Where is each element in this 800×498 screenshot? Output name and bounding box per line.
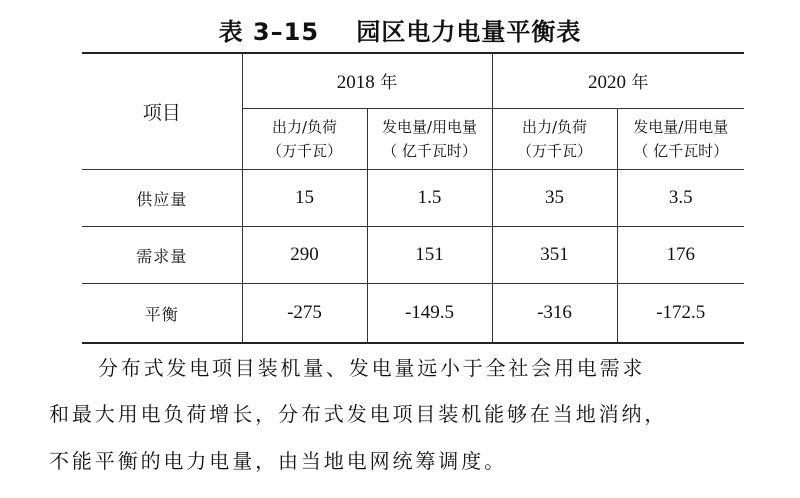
year-header-2018: [242, 53, 492, 109]
subheader-line1: 发电量/用电量: [633, 118, 729, 136]
year-2020-label: 2020: [588, 72, 627, 93]
row-label-demand: 需求量: [82, 227, 242, 284]
table-cell: 35: [492, 170, 617, 227]
body-paragraph-line-3: 不能平衡的电力电量，由当地电网统筹调度。: [49, 449, 507, 473]
table-cell: 3.5: [617, 170, 744, 227]
body-paragraph-line-1: 分布式发电项目装机量、发电量远小于全社会用电需求: [98, 356, 646, 380]
subheader-generation-consumption-2020: [617, 109, 744, 170]
table-cell: -275: [242, 284, 367, 344]
table-cell: 351: [492, 227, 617, 284]
table-cell: -316: [492, 284, 617, 344]
table-row-demand: [82, 227, 744, 284]
table-cell: 1.5: [367, 170, 492, 227]
year-2018-suffix: 年: [374, 73, 398, 93]
year-header-2020: [492, 53, 744, 109]
subheader-output-load-2020: [492, 109, 617, 170]
table-title: 表 3–15 园区电力电量平衡表: [218, 18, 582, 46]
body-paragraph-line-2: 和最大用电负荷增长，分布式发电项目装机能够在当地消纳，: [49, 402, 668, 426]
row-label-supply: 供应量: [82, 170, 242, 227]
subheader-line2: （万千瓦）: [266, 142, 342, 160]
subheader-output-load-2018: [242, 109, 367, 170]
subheader-line1: 出力/负荷: [521, 118, 588, 136]
subheader-generation-consumption-2018: [367, 109, 492, 170]
year-2020-suffix: 年: [626, 73, 649, 93]
table-cell: -149.5: [367, 284, 492, 344]
subheader-line2: （万千瓦）: [516, 142, 592, 160]
table-cell: 15: [242, 170, 367, 227]
row-label-balance: 平衡: [82, 284, 242, 344]
table-row-supply: [82, 170, 744, 227]
subheader-line2: （ 亿千瓦时）: [382, 142, 477, 160]
table-cell: 290: [242, 227, 367, 284]
table-cell: -172.5: [617, 284, 744, 344]
subheader-line1: 发电量/用电量: [381, 118, 478, 136]
table-cell: 151: [367, 227, 492, 284]
subheader-line1: 出力/负荷: [271, 118, 338, 136]
table-cell: 176: [617, 227, 744, 284]
year-2018-label: 2018: [336, 72, 375, 93]
item-column-header: 项目: [82, 53, 242, 170]
table-row-balance: [82, 284, 744, 344]
power-balance-table: [82, 52, 744, 344]
subheader-line2: （ 亿千瓦时）: [633, 142, 729, 160]
